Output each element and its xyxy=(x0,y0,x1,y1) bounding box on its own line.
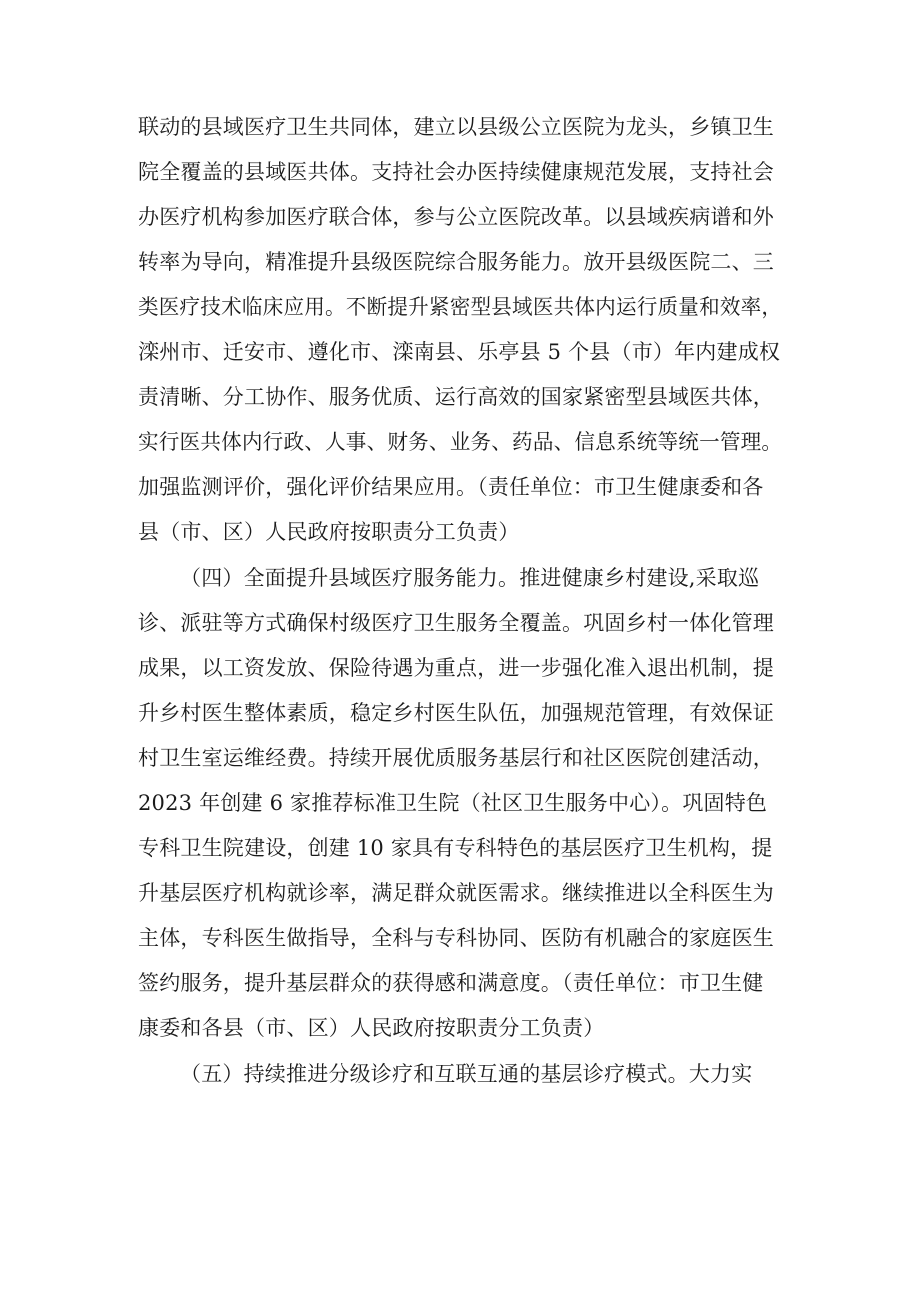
body-text-line: 诊、派驻等方式确保村级医疗卫生服务全覆盖。巩固乡村一体化管理 xyxy=(138,611,774,635)
section-heading-4: （四）全面提升县域医疗服务能力。推进健康乡村建设,采取巡 xyxy=(180,566,760,590)
body-text-line: 类医疗技术临床应用。不断提升紧密型县域医共体内运行质量和效率， xyxy=(138,295,783,319)
body-text-line: 联动的县域医疗卫生共同体，建立以县级公立医院为龙头，乡镇卫生 xyxy=(138,115,774,139)
body-text-line: 加强监测评价，强化评价结果应用。（责任单位：市卫生健康委和各 xyxy=(138,475,764,499)
body-text-line: 康委和各县（市、区）人民政府按职责分工负责） xyxy=(138,1016,605,1040)
body-text-line: 村卫生室运维经费。持续开展优质服务基层行和社区医院创建活动， xyxy=(138,746,774,770)
body-text-line: 院全覆盖的县域医共体。支持社会办医持续健康规范发展，支持社会 xyxy=(138,160,774,184)
body-text-line: 升基层医疗机构就诊率，满足群众就医需求。继续推进以全科医生为 xyxy=(138,881,774,905)
body-text-line: 升乡村医生整体素质，稳定乡村医生队伍，加强规范管理，有效保证 xyxy=(138,701,774,725)
body-text-line: 滦州市、迁安市、遵化市、滦南县、乐亭县 5 个县（市）年内建成权 xyxy=(138,340,781,364)
body-text-line: 2023 年创建 6 家推荐标准卫生院（社区卫生服务中心）。巩固特色 xyxy=(138,791,768,815)
body-text-line: 责清晰、分工协作、服务优质、运行高效的国家紧密型县域医共体， xyxy=(138,385,774,409)
section-heading-5: （五）持续推进分级诊疗和互联互通的基层诊疗模式。大力实 xyxy=(180,1062,753,1086)
body-text-line: 转率为导向，精准提升县级医院综合服务能力。放开县级医院二、三 xyxy=(138,250,774,274)
body-text-line: 专科卫生院建设，创建 10 家具有专科特色的基层医疗卫生机构，提 xyxy=(138,836,773,860)
body-text-line: 实行医共体内行政、人事、财务、业务、药品、信息系统等统一管理。 xyxy=(138,430,783,454)
body-text-line: 主体，专科医生做指导，全科与专科协同、医防有机融合的家庭医生 xyxy=(138,926,774,950)
body-text-line: 办医疗机构参加医疗联合体，参与公立医院改革。以县域疾病谱和外 xyxy=(138,205,774,229)
body-text-line: 成果，以工资发放、保险待遇为重点，进一步强化准入退出机制，提 xyxy=(138,656,774,680)
body-text-line: 县（市、区）人民政府按职责分工负责） xyxy=(138,520,520,544)
body-text-line: 签约服务，提升基层群众的获得感和满意度。（责任单位：市卫生健 xyxy=(138,971,764,995)
